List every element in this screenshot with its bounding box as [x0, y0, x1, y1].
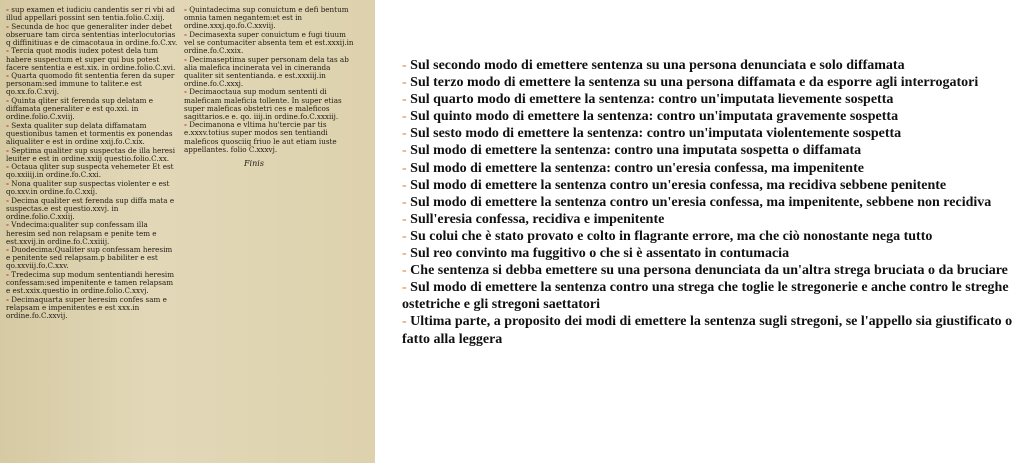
- list-item: [402, 245, 1014, 262]
- list-item: [402, 142, 1014, 159]
- scan-entry-text: Septima qualiter sup suspectas de illa heresi leuiter e est in ordine.xxiij questio.folio.C.xx.: [6, 145, 176, 163]
- list-item: [402, 91, 1014, 108]
- scan-entry-text: Octaua qliter sup suspecta vehemeter Et est qo.xxiiij.in ordine.fo.C.xxi.: [6, 162, 174, 180]
- list-item: [402, 177, 1014, 194]
- scan-left-entry: [6, 271, 178, 295]
- bullet-dash: -: [402, 177, 407, 193]
- scan-entry-text: Vndecima:qualiter sup confessam illa heresim sed non relapsam e penite tem e est.xxvij.in ordine.fo.C.xxiiij.: [6, 220, 157, 246]
- scan-left-entry: [6, 147, 178, 163]
- scanned-page-image: [0, 0, 375, 463]
- scan-entry-text: Decimaquarta super heresim confes sam e relapsam e impenitentes e est xxx.in ordine.fo.C.xxvij.: [6, 294, 167, 320]
- list-item-text: Sul modo di emettere la sentenza contro un'eresia confessa, ma impenitente, sebbene non recidiva: [410, 194, 992, 210]
- bullet-dash: -: [402, 280, 407, 296]
- bullet-dash: -: [402, 263, 407, 279]
- list-item: [402, 74, 1014, 91]
- scan-entry-text: Duodecima:Qualiter sup confessam heresim e penitente sed relapsam.p babiliter e est qo.xxviij.fo.C.xxv.: [6, 245, 173, 271]
- bullet-dash: -: [402, 160, 407, 176]
- bullet-dash: -: [402, 58, 407, 73]
- bullet-dash: -: [402, 314, 407, 330]
- scan-left-entry: [6, 122, 178, 146]
- list-item-text: Sul secondo modo di emettere sentenza su una persona denunciata e solo diffamata: [410, 58, 905, 73]
- scan-entry-text: Decimaoctaua sup modum sententi di maleficam maleficia tollente. In super etias super maleficas obstetri ces e maleficos sagittarios.e e. qo. iiij.in ordine.fo.C.xxxiij.: [184, 87, 342, 121]
- scan-right-entry: [184, 88, 356, 120]
- list-item-text: Su colui che è stato provato e colto in flagrante errore, ma che ciò nonostante nega tutto: [410, 228, 933, 244]
- list-item: [402, 279, 1014, 313]
- scan-left-entry: [6, 23, 178, 47]
- scan-entry-text: Decimanona e vltima hu'tercie par tis e.xxxv.totius super modos sen tentiandi maleficos quosciiq friuo le aut etiam iuste appellantes. folio C.xxxvj.: [184, 120, 337, 154]
- bullet-dash: -: [402, 246, 407, 262]
- scan-left-entry: [6, 97, 178, 121]
- finis-label: Finis: [244, 158, 264, 168]
- scan-entry-text: Tercia quot modis iudex potest dela tum habere suspectum et super qui bus potest facere sententia e est.xix. in ordine.folio.C.xvi.: [6, 46, 176, 72]
- list-item-text: Sull'eresia confessa, recidiva e impenitente: [410, 211, 665, 227]
- scan-entry-text: Decimaseptima super personam dela tas ab alia malefica incinerata vel in cineranda qualiter sit sententianda. e est.xxxiij.in ordine.fo.C.xxxj.: [184, 54, 349, 88]
- bullet-dash: -: [402, 126, 407, 142]
- list-item: [402, 228, 1014, 245]
- rubric-mark: -: [6, 245, 9, 255]
- scan-entry-text: sup examen et iudiciu candentis ser ri vbi ad illud appellari possint sen tentia.folio.C.xiij.: [6, 5, 175, 23]
- list-item-text: Sul quarto modo di emettere la sentenza: contro un'imputata lievemente sospetta: [410, 92, 894, 108]
- list-item: [402, 262, 1014, 279]
- list-item: [402, 194, 1014, 211]
- scan-left-entry: [6, 180, 178, 196]
- rubric-mark: -: [184, 87, 187, 97]
- rubric-mark: -: [184, 120, 187, 130]
- bullet-dash: -: [402, 92, 407, 108]
- scan-left-column: [6, 6, 178, 321]
- rubric-mark: -: [6, 195, 9, 205]
- rubric-mark: -: [6, 294, 9, 304]
- scan-entry-text: Sexta qualiter sup delata diffamatam questionibus tamen et tormentis ex ponendas aliqualiter e est in ordine xxij.fo.C.xix.: [6, 120, 173, 146]
- scan-entry-text: Quinta qliter sit ferenda sup delatam e diffamata generaliter e est qo.xxi. in ordine.folio.C.xviij.: [6, 96, 153, 122]
- rubric-mark: -: [6, 46, 9, 56]
- bullet-dash: -: [402, 109, 407, 125]
- scan-left-entry: [6, 72, 178, 96]
- scan-right-column: [184, 6, 356, 168]
- scan-entry-text: Quarta quomodo fit sententia feren da super personam:sed immune to taliter.e est qo.xx.fo.C.xvij.: [6, 71, 175, 97]
- bullet-dash: -: [402, 194, 407, 210]
- bullet-dash: -: [402, 228, 407, 244]
- rubric-mark: -: [184, 54, 187, 64]
- list-item-text: Sul modo di emettere la sentenza: contro un'eresia confessa, ma impenitente: [410, 160, 864, 176]
- rubric-mark: -: [6, 145, 9, 155]
- scan-left-entry: [6, 47, 178, 71]
- list-item: [402, 57, 1014, 74]
- scan-entry-text: Tredecima sup modum sententiandi heresim confessam:sed impenitente e tamen relapsam e est.xxix.questio in ordine.folio.C.xxvj.: [6, 270, 175, 296]
- rubric-mark: -: [6, 96, 9, 106]
- translation-list: [402, 57, 1014, 348]
- list-item: [402, 108, 1014, 125]
- rubric-mark: -: [6, 162, 9, 172]
- list-item-text: Sul modo di emettere la sentenza contro una strega che toglie le stregonerie e anche contro le streghe ostetriche e gli stregoni saettatori: [402, 280, 1009, 313]
- list-item: [402, 160, 1014, 177]
- rubric-mark: -: [6, 5, 9, 14]
- scan-left-entry: [6, 163, 178, 179]
- rubric-mark: -: [6, 178, 9, 188]
- list-item: [402, 313, 1014, 347]
- scan-entry-text: Quintadecima sup conuictum e defi bentum omnia tamen negantem:et est in ordine.xxxj.qo.fo.C.xxviij.: [184, 5, 349, 31]
- rubric-mark: -: [6, 71, 9, 81]
- rubric-mark: -: [184, 5, 187, 14]
- list-item-text: Sul quinto modo di emettere la sentenza: contro un'imputata gravemente sospetta: [410, 109, 899, 125]
- rubric-mark: -: [6, 21, 9, 31]
- scan-right-entry: [184, 56, 356, 88]
- rubric-mark: -: [6, 220, 9, 230]
- list-item: [402, 125, 1014, 142]
- list-item-text: Sul terzo modo di emettere la sentenza su una persona diffamata e da esporre agli interrogatori: [410, 75, 979, 91]
- scan-left-entry: [6, 221, 178, 245]
- list-item-text: Ultima parte, a proposito dei modi di emettere la sentenza sugli stregoni, se l'appello sia giustificato o fatto alla leggera: [402, 314, 1013, 347]
- rubric-mark: -: [6, 270, 9, 279]
- list-item-text: Che sentenza si debba emettere su una persona denunciata da un'altra strega bruciata o da bruciare: [410, 263, 1008, 279]
- bullet-dash: -: [402, 211, 407, 227]
- scan-entry-text: Secunda de hoc que generaliter inder debet obseruare tam circa sententias interlocutorias q diffinitiuas e de cimacotaua in ordine.fo.C.xv.: [6, 21, 178, 47]
- list-item-text: Sul reo convinto ma fuggitivo o che si è assentato in contumacia: [410, 246, 790, 262]
- scan-entry-text: Decimasexta super conuictum e fugi tiuum vel se contumaciter absenta tem et est.xxxij.in ordine.fo.C.xxix.: [184, 29, 354, 55]
- scan-entry-text: Decima qualiter est ferenda sup diffa mata e suspectas.e est questio.xxvj. in ordine.folio.C.xxiij.: [6, 195, 175, 221]
- scan-left-entry: [6, 6, 178, 22]
- scan-right-entry: [184, 121, 356, 153]
- scan-right-entry: [184, 6, 356, 30]
- bullet-dash: -: [402, 143, 407, 159]
- scan-left-entry: [6, 296, 178, 320]
- scan-left-entry: [6, 197, 178, 221]
- rubric-mark: -: [184, 29, 187, 39]
- scan-entry-text: Nona qualiter sup suspectas violenter e est qo.xxv.in ordine.fo.C.xxij.: [6, 178, 170, 197]
- list-item-text: Sul sesto modo di emettere la sentenza: contro un'imputata violentemente sospetta: [410, 126, 902, 142]
- list-item: [402, 211, 1014, 228]
- list-item-text: Sul modo di emettere la sentenza: contro una imputata sospetta o diffamata: [410, 143, 862, 159]
- scan-left-entry: [6, 246, 178, 270]
- rubric-mark: -: [6, 120, 9, 130]
- bullet-dash: -: [402, 75, 407, 91]
- list-item-text: Sul modo di emettere la sentenza contro un'eresia confessa, ma recidiva sebbene penitente: [410, 177, 947, 193]
- scan-right-entry: [184, 31, 356, 55]
